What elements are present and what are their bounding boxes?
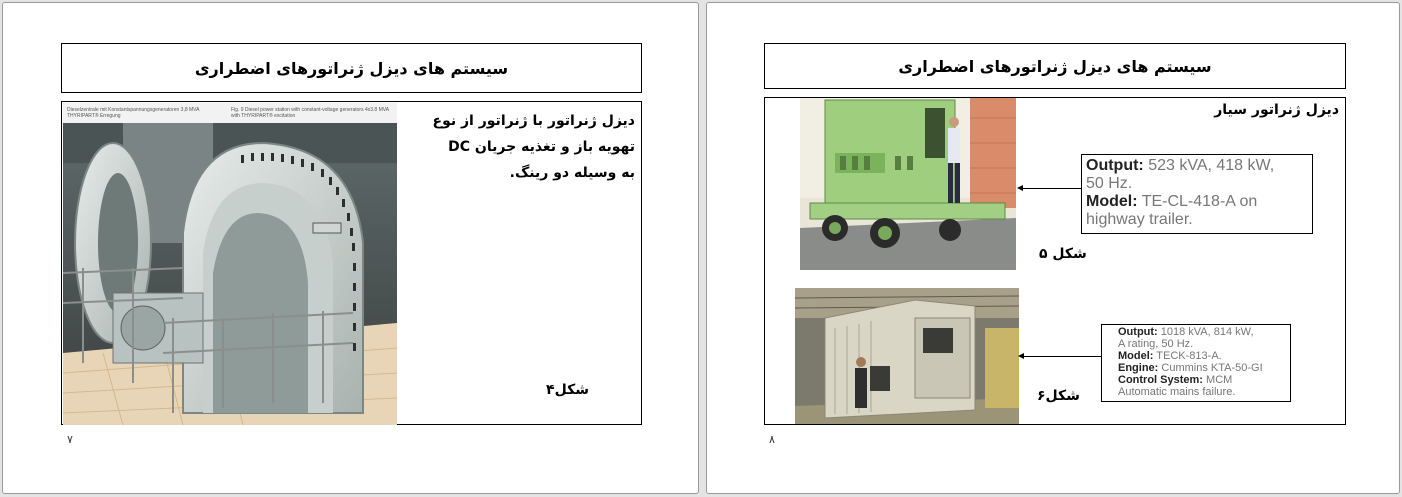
slide-subtitle: دیزل ژنراتور سیار — [1214, 102, 1339, 118]
slide-title: سیستم های دیزل ژنراتورهای اضطراری — [194, 58, 509, 78]
figure-6-arrow-head — [1018, 353, 1024, 359]
figure-4-label: شکل۴ — [546, 382, 589, 398]
photo-caption-english: Fig. 9 Diesel power station with constant-voltage generators 4x3.8 MVA with THYRIPART® excitation — [231, 107, 389, 119]
generator-photo — [63, 103, 397, 425]
slide-title: سیستم های دیزل ژنراتورهای اضطراری — [898, 56, 1212, 76]
body-line-1: دیزل ژنراتور با ژنراتور از نوع — [432, 113, 635, 129]
slide-title-box — [764, 43, 1346, 89]
figure-5-spec-box — [1081, 154, 1313, 234]
page-number: ۸ — [769, 433, 775, 446]
spec-line: A rating, 50 Hz. — [1118, 338, 1194, 350]
spec-line: 50 Hz. — [1086, 175, 1133, 192]
spec-line: Output: 523 kVA, 418 kW, — [1086, 157, 1275, 174]
photo-caption-german: Dieselzentrale mit Konstantspannungsgeneratoren 3,8 MVA THYRIPART® Erregung — [67, 107, 200, 119]
spec-line: Model: TE-CL-418-A on — [1086, 193, 1258, 210]
trailer-generator-illustration — [800, 98, 1016, 270]
body-line-3: به وسیله دو رینگ. — [509, 165, 635, 181]
page-number: ۷ — [67, 433, 73, 446]
body-line-2: تهویه باز و تغذیه جریان DC — [448, 139, 635, 155]
spec-line: Engine: Cummins KTA-50-GI — [1118, 362, 1263, 374]
slide-page-8 — [706, 2, 1400, 494]
slide-content-box — [764, 97, 1346, 425]
figure-5-label: شکل ۵ — [1039, 246, 1087, 262]
figure-5-arrow — [1020, 188, 1082, 189]
spec-line: Output: 1018 kVA, 814 kW, — [1118, 326, 1254, 338]
trailer-generator-photo — [800, 98, 1016, 270]
spec-line: Control System: MCM — [1118, 374, 1233, 386]
enclosed-generator-photo — [795, 288, 1019, 424]
slide-title-box — [61, 43, 642, 93]
figure-5-arrow-head — [1017, 185, 1023, 191]
spec-line: highway trailer. — [1086, 211, 1193, 228]
spec-line: Model: TECK-813-A. — [1118, 350, 1222, 362]
slide-content-box — [61, 101, 642, 425]
slide-body-text — [395, 108, 635, 186]
figure-6-label: شکل۶ — [1037, 388, 1080, 404]
figure-6-arrow — [1021, 356, 1105, 357]
enclosed-generator-illustration — [795, 288, 1019, 424]
generator-illustration — [63, 123, 397, 425]
figure-6-spec-box — [1101, 324, 1291, 402]
spec-line: Automatic mains failure. — [1118, 386, 1236, 398]
slide-page-7 — [2, 2, 699, 494]
